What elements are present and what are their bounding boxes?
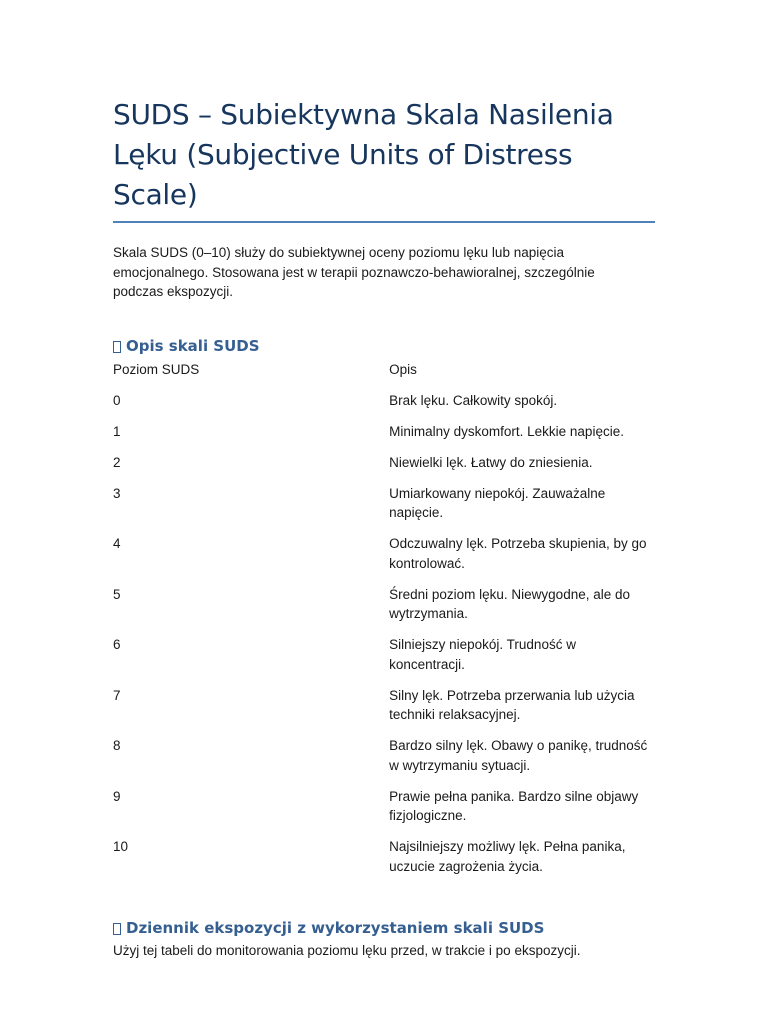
document-icon (113, 341, 121, 353)
suds-description-cell: Silny lęk. Potrzeba przerwania lub użycia techniki relaksacyjnej. (389, 687, 635, 722)
section-heading-text: Opis skali SUDS (126, 336, 260, 355)
suds-description-cell: Odczuwalny lęk. Potrzeba skupienia, by go kontrolować. (389, 536, 647, 571)
suds-level-cell: 6 (113, 637, 121, 652)
table-row (113, 422, 655, 453)
suds-description-cell: Prawie pełna panika. Bardzo silne objawy fizjologiczne. (389, 788, 639, 823)
section-heading-text: Dziennik ekspozycji z wykorzystaniem skali SUDS (126, 918, 545, 937)
suds-level-cell: 10 (113, 839, 129, 854)
suds-level-cell: 7 (113, 687, 121, 703)
exposure-journal-paragraph: Użyj tej tabeli do monitorowania poziomu lęku przed, w trakcie i po ekspozycji. (113, 942, 581, 958)
suds-table-body (113, 391, 655, 888)
suds-table (113, 360, 655, 888)
table-row (113, 837, 655, 888)
intro-paragraph: Skala SUDS (0–10) służy do subiektywnej oceny poziomu lęku lub napięcia emocjonalnego. Stosowana jest w terapii poznawczo-behawioralnej, szczególnie podczas ekspozycji. (113, 245, 595, 299)
suds-level-cell: 8 (113, 738, 121, 753)
suds-description-cell: Niewielki lęk. Łatwy do zniesienia. (389, 454, 593, 470)
table-row (113, 635, 655, 686)
title-underline (113, 221, 655, 223)
suds-description-cell: Najsilniejszy możliwy lęk. Pełna panika, uczucie zagrożenia życia. (389, 839, 626, 874)
table-row (113, 736, 655, 787)
suds-description-cell: Średni poziom lęku. Niewygodne, ale do wytrzymania. (389, 586, 630, 621)
table-row (113, 391, 655, 422)
suds-description-cell: Umiarkowany niepokój. Zauważalne napięcie. (389, 485, 606, 520)
table-header-row (113, 360, 655, 391)
suds-description-cell: Minimalny dyskomfort. Lekkie napięcie. (389, 423, 624, 439)
suds-level-cell: 1 (113, 423, 121, 439)
suds-level-cell: 4 (113, 536, 121, 551)
table-row (113, 453, 655, 484)
suds-level-cell: 2 (113, 454, 121, 470)
suds-description-cell: Bardzo silny lęk. Obawy o panikę, trudność w wytrzymaniu sytuacji. (389, 738, 648, 773)
table-row (113, 484, 655, 535)
section-heading-suds-description (113, 336, 655, 356)
document-page (113, 95, 655, 974)
suds-description-cell: Brak lęku. Całkowity spokój. (389, 392, 558, 408)
table-row (113, 686, 655, 737)
suds-description-cell: Silniejszy niepokój. Trudność w koncentracji. (389, 637, 576, 672)
suds-level-cell: 5 (113, 586, 121, 602)
column-header-level: Poziom SUDS (113, 361, 200, 377)
suds-level-cell: 3 (113, 485, 121, 501)
table-row (113, 534, 655, 585)
column-header-description: Opis (389, 361, 417, 377)
suds-level-cell: 0 (113, 392, 121, 408)
table-row (113, 585, 655, 636)
suds-level-cell: 9 (113, 788, 121, 804)
section-heading-exposure-journal (113, 918, 655, 938)
page-title: SUDS – Subiektywna Skala Nasilenia Lęku (Subjective Units of Distress Scale) (113, 98, 614, 211)
document-icon (113, 923, 121, 935)
table-row (113, 787, 655, 838)
